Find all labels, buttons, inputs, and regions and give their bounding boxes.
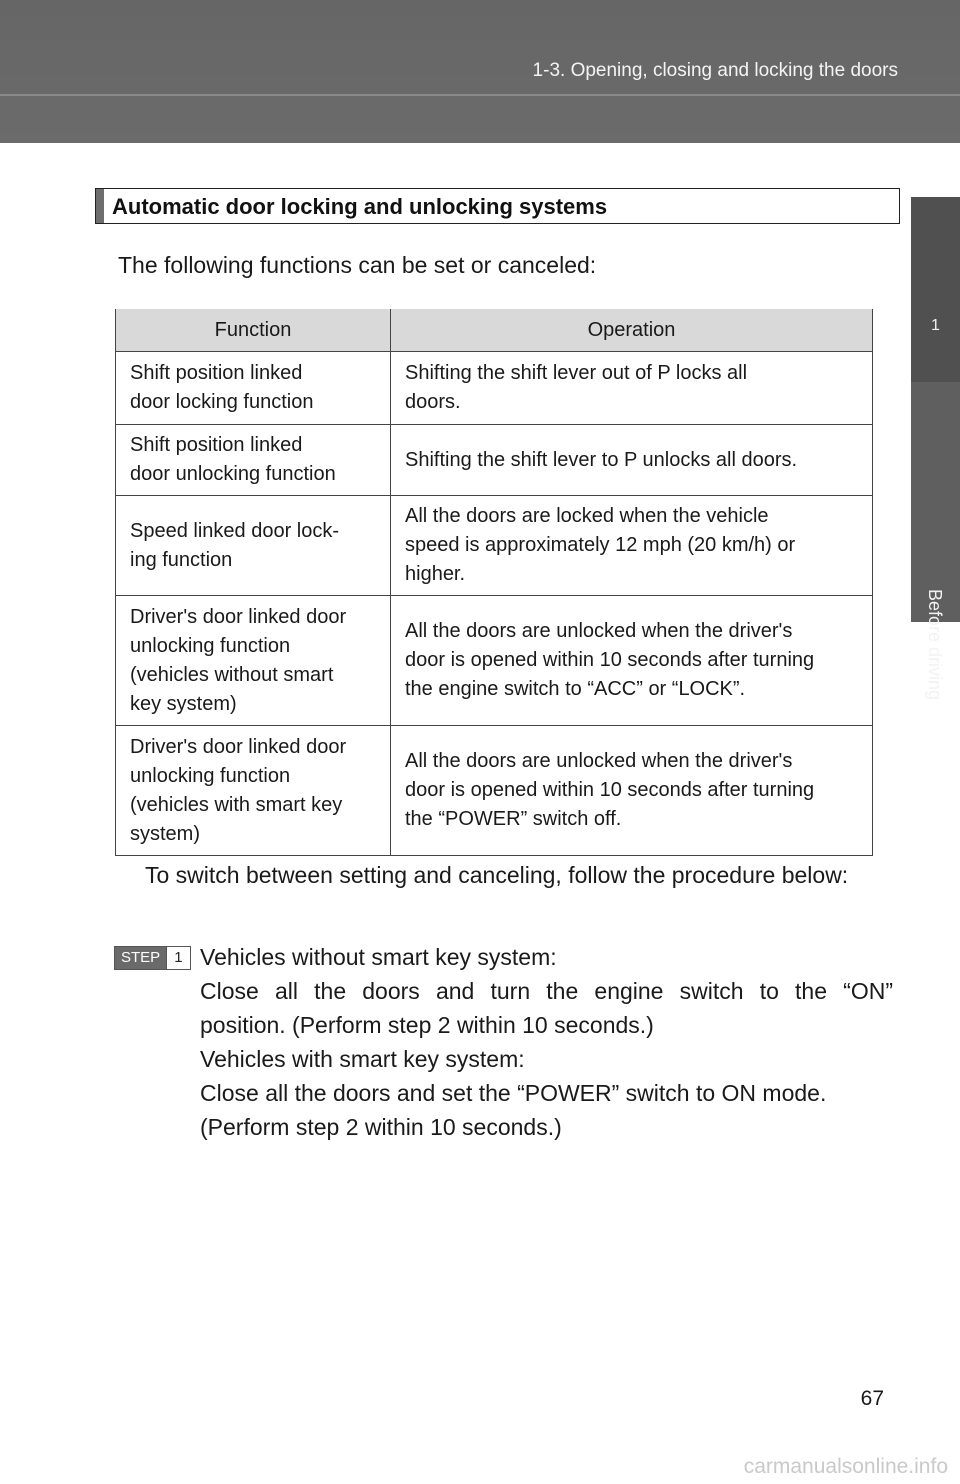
operation-cell <box>391 726 873 856</box>
step-line: Vehicles with smart key system: <box>200 1046 525 1072</box>
cell-line: door unlocking function <box>130 463 336 485</box>
table-row <box>116 726 873 856</box>
step-badge-number: 1 <box>166 947 189 969</box>
watermark: carmanualsonline.info <box>743 1455 948 1478</box>
operation-cell <box>391 352 873 425</box>
cell-line: All the doors are locked when the vehicle <box>405 505 769 527</box>
chapter-label: Before driving <box>925 589 945 701</box>
column-header-operation: Operation <box>391 309 873 352</box>
table-row <box>116 496 873 596</box>
heading-accent-bar <box>96 189 104 223</box>
step-badge <box>114 946 191 970</box>
header-divider <box>0 94 960 96</box>
chapter-tab <box>911 197 960 701</box>
cell-line: unlocking function <box>130 764 291 787</box>
cell-line: system) <box>130 822 200 845</box>
cell-line: ing function <box>130 548 233 571</box>
cell-line: the “POWER” switch off. <box>405 808 622 830</box>
cell-line: Driver's door linked door <box>130 605 347 628</box>
cell-line: (vehicles without smart <box>130 663 334 686</box>
operation-cell <box>391 496 873 596</box>
step-line: Vehicles without smart key system: <box>200 944 557 970</box>
cell-line: door is opened within 10 seconds after turning <box>405 649 815 671</box>
functions-table <box>115 309 873 856</box>
cell-line: speed is approximately 12 mph (20 km/h) or <box>405 534 796 556</box>
cell-line: unlocking function <box>130 634 291 657</box>
cell-line: All the doors are unlocked when the driver's <box>405 750 793 772</box>
operation-cell <box>391 596 873 726</box>
cell-line: door locking function <box>130 391 314 413</box>
function-cell <box>116 726 391 856</box>
step-line: Close all the doors and turn the engine switch to the “ON” <box>200 978 893 1004</box>
cell-line: the engine switch to “ACC” or “LOCK”. <box>405 678 746 700</box>
operation-cell <box>391 425 873 496</box>
function-cell <box>116 596 391 726</box>
table-row <box>116 425 873 496</box>
cell-line: doors. <box>405 391 461 413</box>
section-title: 1-3. Opening, closing and locking the doors <box>532 60 898 81</box>
cell-line: (vehicles with smart key <box>130 793 343 816</box>
heading-text: Automatic door locking and unlocking systems <box>112 194 608 219</box>
step-1-instructions <box>200 940 893 1144</box>
step-line: position. (Perform step 2 within 10 seconds.) <box>200 1012 654 1038</box>
cell-line: Shifting the shift lever out of P locks all <box>405 362 748 384</box>
step-line: Close all the doors and set the “POWER” switch to ON mode. <box>200 1080 827 1106</box>
table-row <box>116 596 873 726</box>
cell-line: key system) <box>130 692 237 715</box>
section-heading <box>95 188 900 224</box>
cell-line: Shifting the shift lever to P unlocks all doors. <box>405 448 798 471</box>
cell-line: Shift position linked <box>130 362 303 384</box>
cell-line: Driver's door linked door <box>130 735 347 758</box>
cell-line: Shift position linked <box>130 434 303 456</box>
function-cell <box>116 352 391 425</box>
table-header-row <box>116 309 873 352</box>
cell-line: Speed linked door lock- <box>130 519 340 542</box>
step-badge-label: STEP <box>115 947 166 969</box>
intro-text: The following functions can be set or canceled: <box>118 252 597 278</box>
cell-line: higher. <box>405 563 466 585</box>
cell-line: All the doors are unlocked when the driver's <box>405 620 793 642</box>
page-number: 67 <box>860 1387 884 1410</box>
cell-line: door is opened within 10 seconds after turning <box>405 779 815 801</box>
step-line: (Perform step 2 within 10 seconds.) <box>200 1114 562 1140</box>
table-row <box>116 352 873 425</box>
function-cell <box>116 425 391 496</box>
column-header-function: Function <box>116 309 391 352</box>
chapter-number: 1 <box>931 317 940 334</box>
chapter-number-box <box>911 197 960 382</box>
function-cell <box>116 496 391 596</box>
procedure-intro: To switch between setting and canceling, follow the procedure below: <box>145 862 849 888</box>
header-band <box>0 0 960 143</box>
